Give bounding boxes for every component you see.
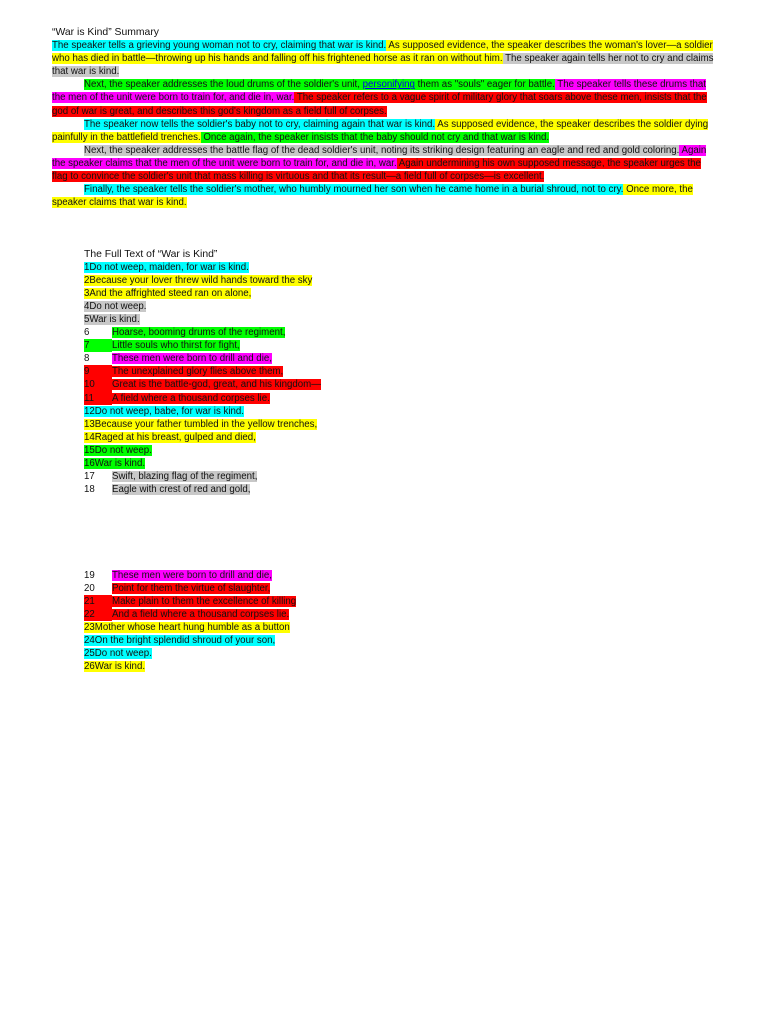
line-number: 15 xyxy=(84,444,95,456)
summary-paragraph xyxy=(52,144,717,183)
highlighted-sentence: Next, the speaker addresses the loud drums of the soldier's unit, xyxy=(84,79,363,91)
poem-line xyxy=(84,378,484,391)
poem-line xyxy=(84,352,484,365)
line-number: 20 xyxy=(84,583,95,595)
poem-line xyxy=(84,431,484,444)
line-number: 2 xyxy=(84,275,90,287)
line-number: 9 xyxy=(84,365,112,378)
poem-line xyxy=(84,595,484,608)
poem-line xyxy=(84,261,484,274)
poem-line xyxy=(84,444,484,457)
line-text: War is kind. xyxy=(94,457,146,469)
highlighted-sentence: Once more, the speaker claims that war is kind. xyxy=(52,184,693,209)
line-number: 16 xyxy=(84,457,95,469)
summary-paragraph xyxy=(52,183,717,209)
line-text: Mother whose heart hung humble as a button xyxy=(94,622,290,634)
poem-line xyxy=(84,647,484,660)
line-number: 13 xyxy=(84,418,95,430)
line-text: Raged at his breast, gulped and died, xyxy=(94,431,256,443)
summary-title: “War is Kind” Summary xyxy=(52,27,159,38)
line-number: 3 xyxy=(84,288,90,300)
poem-line xyxy=(84,660,484,673)
line-text: The unexplained glory flies above them, xyxy=(112,366,284,378)
line-text: Great is the battle-god, great, and his kingdom— xyxy=(112,379,321,391)
poem-section-continued xyxy=(84,569,484,673)
summary-body xyxy=(52,39,717,209)
line-text: These men were born to drill and die, xyxy=(112,353,272,365)
line-number: 26 xyxy=(84,661,95,673)
poem-line xyxy=(84,457,484,470)
poem-title: The Full Text of “War is Kind” xyxy=(84,249,218,260)
line-text: Do not weep, maiden, for war is kind. xyxy=(89,262,249,274)
line-number: 1 xyxy=(84,262,90,274)
poem-lines xyxy=(84,261,484,496)
highlighted-sentence: Again the speaker claims that the men of the unit were born to train for, and die in, war. xyxy=(52,144,707,169)
line-text: War is kind. xyxy=(89,314,140,326)
line-text: Do not weep. xyxy=(94,648,152,660)
line-text: These men were born to drill and die, xyxy=(112,570,272,581)
line-text: Swift, blazing flag of the regiment, xyxy=(112,470,258,482)
line-number: 8 xyxy=(84,353,90,365)
line-text: Little souls who thirst for fight, xyxy=(112,340,240,352)
line-number: 18 xyxy=(84,483,95,495)
poem-line xyxy=(84,483,484,496)
line-number: 10 xyxy=(84,378,112,391)
highlighted-sentence: Again undermining his own supposed message, the speaker urges the flag to convince the soldier's unit that mass killing is virtuous and that its result—a field full of corpses—is excellent. xyxy=(52,157,701,183)
line-text: On the bright splendid shroud of your son, xyxy=(94,635,276,647)
poem-line xyxy=(84,392,484,405)
poem-line xyxy=(84,287,484,300)
poem-line xyxy=(84,313,484,326)
line-number: 21 xyxy=(84,595,112,608)
line-number: 17 xyxy=(84,470,95,482)
poem-lines-continued xyxy=(84,569,484,673)
poem-line xyxy=(84,274,484,287)
line-text: Do not weep, babe, for war is kind. xyxy=(94,405,244,417)
poem-line xyxy=(84,365,484,378)
line-number: 22 xyxy=(84,608,112,621)
highlighted-sentence: As supposed evidence, the speaker describes the woman's lover—a soldier who has died in battle—throwing up his hands and falling off his frightened horse as it ran on without him. xyxy=(52,40,713,65)
poem-line xyxy=(84,569,484,582)
line-text: A field where a thousand corpses lie. xyxy=(112,392,270,404)
highlighted-sentence: As supposed evidence, the speaker describes the soldier dying painfully in the battlefield trenches. xyxy=(52,118,709,143)
line-number: 7 xyxy=(84,339,112,352)
poem-line xyxy=(84,405,484,418)
highlighted-sentence: The speaker refers to a vague spirit of military glory that soars above these men, insists that the god of war is great, and describes this god's kingdom as a field full of corpses. xyxy=(52,92,707,117)
poem-line xyxy=(84,339,484,352)
poem-section xyxy=(84,248,484,496)
line-number: 5 xyxy=(84,314,90,326)
highlighted-sentence: Once again, the speaker insists that the baby should not cry and that war is kind. xyxy=(200,131,550,143)
poem-line xyxy=(84,470,484,483)
line-number: 24 xyxy=(84,635,95,647)
poem-line xyxy=(84,300,484,313)
line-text: Do not weep. xyxy=(89,301,147,313)
line-text: War is kind. xyxy=(94,661,146,673)
highlighted-sentence: The speaker now tells the soldier's baby not to cry, claiming again that war is kind. xyxy=(84,118,436,130)
line-text: Point for them the virtue of slaughter, xyxy=(112,583,271,595)
line-number: 11 xyxy=(84,392,112,405)
poem-line xyxy=(84,621,484,634)
poem-line xyxy=(84,582,484,595)
highlighted-sentence: Finally, the speaker tells the soldier's mother, who humbly mourned her son when he came home in a burial shroud, not to cry. xyxy=(84,184,624,196)
summary-section xyxy=(52,26,717,209)
highlighted-sentence: The speaker tells these drums that the men of the unit were born to train for, and die in, war. xyxy=(52,79,706,104)
highlighted-sentence: The speaker again tells her not to cry and claims that war is kind. xyxy=(52,53,714,78)
poem-line xyxy=(84,634,484,647)
summary-paragraph xyxy=(52,118,717,144)
line-number: 12 xyxy=(84,405,95,417)
line-number: 4 xyxy=(84,301,90,313)
line-text: Make plain to them the excellence of killing xyxy=(112,596,297,608)
line-number: 19 xyxy=(84,570,95,581)
line-text: Eagle with crest of red and gold, xyxy=(112,483,251,495)
line-text: Do not weep. xyxy=(94,444,152,456)
line-text: And a field where a thousand corpses lie. xyxy=(112,609,290,621)
line-text: Because your father tumbled in the yellow trenches, xyxy=(94,418,318,430)
line-text: And the affrighted steed ran on alone, xyxy=(89,288,252,300)
highlighted-sentence: them as "souls" eager for battle. xyxy=(414,79,555,91)
summary-paragraph xyxy=(52,78,717,117)
line-number: 6 xyxy=(84,327,90,339)
poem-line xyxy=(84,608,484,621)
highlighted-sentence: Next, the speaker addresses the battle flag of the dead soldier's unit, noting its striking design featuring an eagle and red and gold coloring. xyxy=(84,144,680,156)
summary-paragraph xyxy=(52,39,717,78)
poem-line xyxy=(84,418,484,431)
personifying-link[interactable]: personifying xyxy=(362,79,415,91)
line-text: Hoarse, booming drums of the regiment, xyxy=(112,327,286,339)
line-number: 23 xyxy=(84,622,95,634)
line-number: 14 xyxy=(84,431,95,443)
highlighted-sentence: The speaker tells a grieving young woman not to cry, claiming that war is kind. xyxy=(52,40,387,52)
line-text: Because your lover threw wild hands toward the sky xyxy=(89,275,313,287)
poem-line xyxy=(84,326,484,339)
line-number: 25 xyxy=(84,648,95,660)
